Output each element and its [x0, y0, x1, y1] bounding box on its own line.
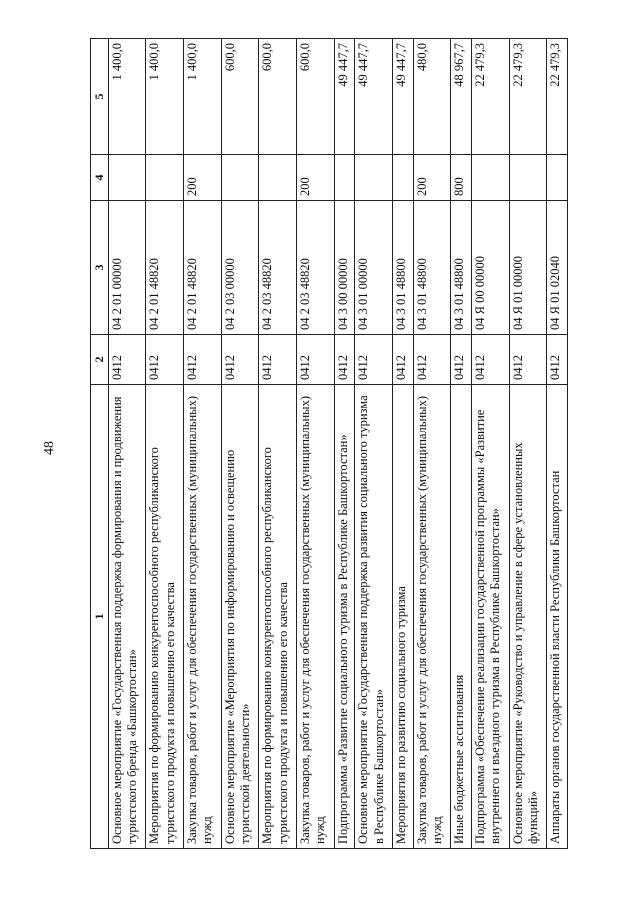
row-ministry: 0412: [413, 335, 451, 385]
row-amount: 22 479,3: [471, 39, 509, 155]
row-ministry: 0412: [355, 335, 393, 385]
row-ministry: 0412: [297, 335, 335, 385]
row-ministry: 0412: [393, 335, 414, 385]
row-type: [355, 155, 393, 201]
row-amount: 1 400,0: [146, 39, 184, 155]
row-code: 04 Я 01 00000: [509, 201, 547, 335]
row-code: 04 2 01 48820: [184, 201, 222, 335]
row-code: 04 2 03 48820: [259, 201, 297, 335]
row-type: [146, 155, 184, 201]
row-name: Закупка товаров, работ и услуг для обеспечения государственных (муниципальных) нужд: [413, 385, 451, 849]
row-ministry: 0412: [547, 335, 568, 385]
row-name: Подпрограмма «Обеспечение реализации государственной программы «Развитие внутреннего и въездного туризма в Республике Башкортостан»: [471, 385, 509, 849]
row-amount: 600,0: [259, 39, 297, 155]
row-ministry: 0412: [184, 335, 222, 385]
row-code: 04 3 00 00000: [334, 201, 355, 335]
table-row: [146, 39, 184, 849]
row-amount: 600,0: [221, 39, 259, 155]
row-amount: 48 967,7: [451, 39, 472, 155]
row-type: [221, 155, 259, 201]
row-name: Аппараты органов государственной власти Республики Башкортостан: [547, 385, 568, 849]
row-amount: 22 479,3: [547, 39, 568, 155]
row-code: 04 3 01 00000: [355, 201, 393, 335]
row-code: 04 2 01 00000: [108, 201, 146, 335]
row-ministry: 0412: [108, 335, 146, 385]
table-body: [108, 39, 567, 849]
row-code: 04 2 03 48820: [297, 201, 335, 335]
row-amount: 600,0: [297, 39, 335, 155]
row-code: 04 Я 00 00000: [471, 201, 509, 335]
table-row: [547, 39, 568, 849]
row-type: [259, 155, 297, 201]
table-row: [413, 39, 451, 849]
row-type: [547, 155, 568, 201]
table-header-row: [91, 39, 109, 849]
row-code: 04 2 03 00000: [221, 201, 259, 335]
row-type: [509, 155, 547, 201]
row-name: Мероприятия по формированию конкурентоспособного республиканского туристского продукта и повышению его качества: [146, 385, 184, 849]
table-row: [509, 39, 547, 849]
row-ministry: 0412: [221, 335, 259, 385]
row-amount: 49 447,7: [393, 39, 414, 155]
row-code: 04 Я 01 02040: [547, 201, 568, 335]
row-type: [108, 155, 146, 201]
row-amount: 49 447,7: [334, 39, 355, 155]
row-type: [471, 155, 509, 201]
row-ministry: 0412: [146, 335, 184, 385]
row-code: 04 3 01 48800: [451, 201, 472, 335]
row-ministry: 0412: [509, 335, 547, 385]
table-row: [334, 39, 355, 849]
row-type: 200: [297, 155, 335, 201]
row-amount: 1 400,0: [184, 39, 222, 155]
row-amount: 1 400,0: [108, 39, 146, 155]
row-ministry: 0412: [259, 335, 297, 385]
table-row: [393, 39, 414, 849]
row-name: Подпрограмма «Развитие социального туризма в Республике Башкортостан»: [334, 385, 355, 849]
header-col-1: 1: [91, 385, 109, 849]
row-code: 04 3 01 48800: [413, 201, 451, 335]
row-ministry: 0412: [334, 335, 355, 385]
header-col-5: 5: [91, 39, 109, 155]
rotated-page-content: [90, 39, 568, 849]
row-amount: 22 479,3: [509, 39, 547, 155]
table-row: [471, 39, 509, 849]
table-row: [221, 39, 259, 849]
page-number: 48: [42, 441, 57, 455]
row-amount: 49 447,7: [355, 39, 393, 155]
header-col-3: 3: [91, 201, 109, 335]
row-type: 200: [413, 155, 451, 201]
table-row: [451, 39, 472, 849]
row-name: Мероприятия по формированию конкурентоспособного республиканского туристского продукта и повышению его качества: [259, 385, 297, 849]
row-name: Закупка товаров, работ и услуг для обеспечения государственных (муниципальных) нужд: [297, 385, 335, 849]
table-row: [184, 39, 222, 849]
row-name: Основное мероприятие «Мероприятия по информированию и освещению туристской деятельности»: [221, 385, 259, 849]
table-row: [259, 39, 297, 849]
row-type: 200: [184, 155, 222, 201]
table-row: [108, 39, 146, 849]
row-name: Основное мероприятие «Государственная поддержка развития социального туризма в Республике Башкортостан»: [355, 385, 393, 849]
row-type: 800: [451, 155, 472, 201]
budget-table: [90, 38, 568, 849]
row-ministry: 0412: [471, 335, 509, 385]
table-row: [355, 39, 393, 849]
row-type: [393, 155, 414, 201]
row-name: Закупка товаров, работ и услуг для обеспечения государственных (муниципальных) нужд: [184, 385, 222, 849]
row-name: Мероприятия по развитию социального туризма: [393, 385, 414, 849]
row-code: 04 3 01 48800: [393, 201, 414, 335]
row-type: [334, 155, 355, 201]
row-code: 04 2 01 48820: [146, 201, 184, 335]
row-name: Иные бюджетные ассигнования: [451, 385, 472, 849]
header-col-2: 2: [91, 335, 109, 385]
header-col-4: 4: [91, 155, 109, 201]
row-name: Основное мероприятие «Руководство и управление в сфере установленных функций»: [509, 385, 547, 849]
row-amount: 480,0: [413, 39, 451, 155]
table-row: [297, 39, 335, 849]
row-name: Основное мероприятие «Государственная поддержка формирования и продвижения туристского бренда «Башкортостан»: [108, 385, 146, 849]
row-ministry: 0412: [451, 335, 472, 385]
